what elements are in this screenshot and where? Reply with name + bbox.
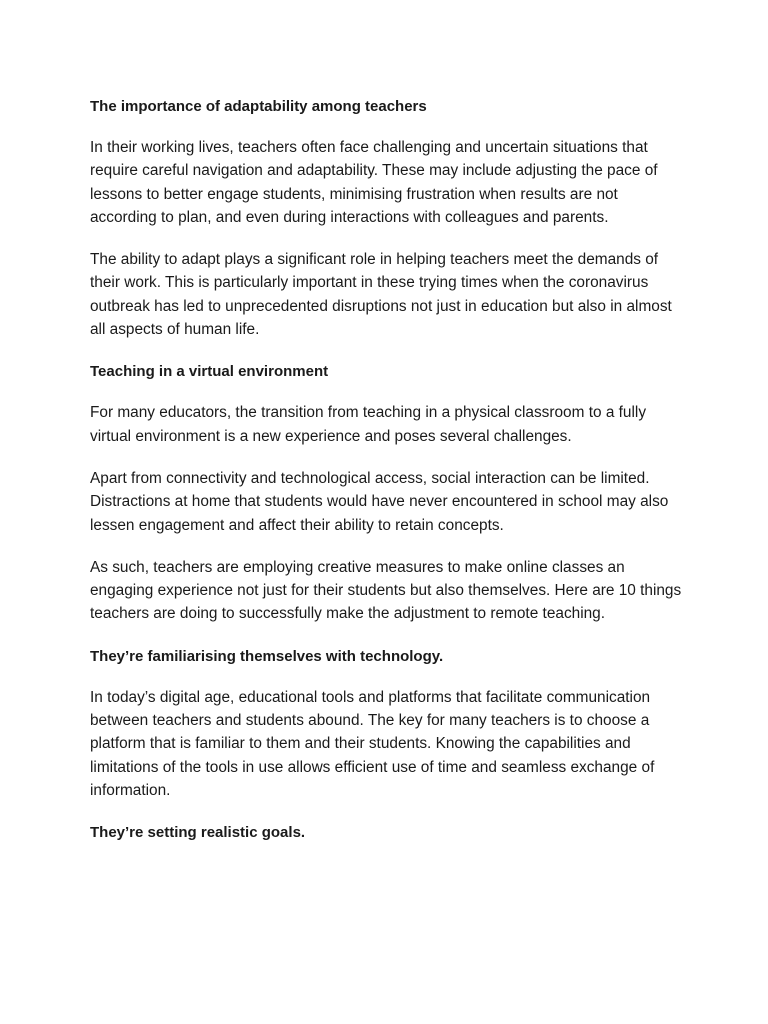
section-heading-adaptability: The importance of adaptability among teachers [90,98,427,115]
paragraph-working-lives: In their working lives, teachers often face challenging and uncertain situations that require careful navigation and adaptability. These may include adjusting the pace of lessons to better engage students, minimising frustration when results are not according to plan, and even during interactions with colleagues and parents. [90,139,658,226]
paragraph-ability-to-adapt: The ability to adapt plays a significant role in helping teachers meet the demands of their work. This is particularly important in these trying times when the coronavirus outbreak has led to unprecedented disruptions not just in education but also in almost all aspects of human life. [90,251,672,339]
paragraph-transition: For many educators, the transition from teaching in a physical classroom to a fully virtual environment is a new experience and poses several challenges. [90,404,647,445]
section-heading-technology: They’re familiarising themselves with technology. [90,647,444,665]
paragraph-creative-measures: As such, teachers are employing creative measures to make online classes an engaging experience not just for their students but also themselves. Here are 10 things teachers are doing to successfully make the adjustment to remote teaching. [90,558,682,623]
section-heading-realistic-goals: They’re setting realistic goals. [90,824,306,842]
section-heading-virtual-environment: Teaching in a virtual environment [90,363,329,381]
paragraph-connectivity: Apart from connectivity and technological access, social interaction can be limited. Distractions at home that students would have never encountered in school may also lessen engagement and affect their ability to retain concepts. [90,469,669,534]
paragraph-digital-age: In today’s digital age, educational tools and platforms that facilitate communication between teachers and students abound. The key for many teachers is to choose a platform that is familiar to them and their students. Knowing the capabilities and limitations of the tools in use allows efficient use of time and seamless exchange of information. [90,688,655,799]
